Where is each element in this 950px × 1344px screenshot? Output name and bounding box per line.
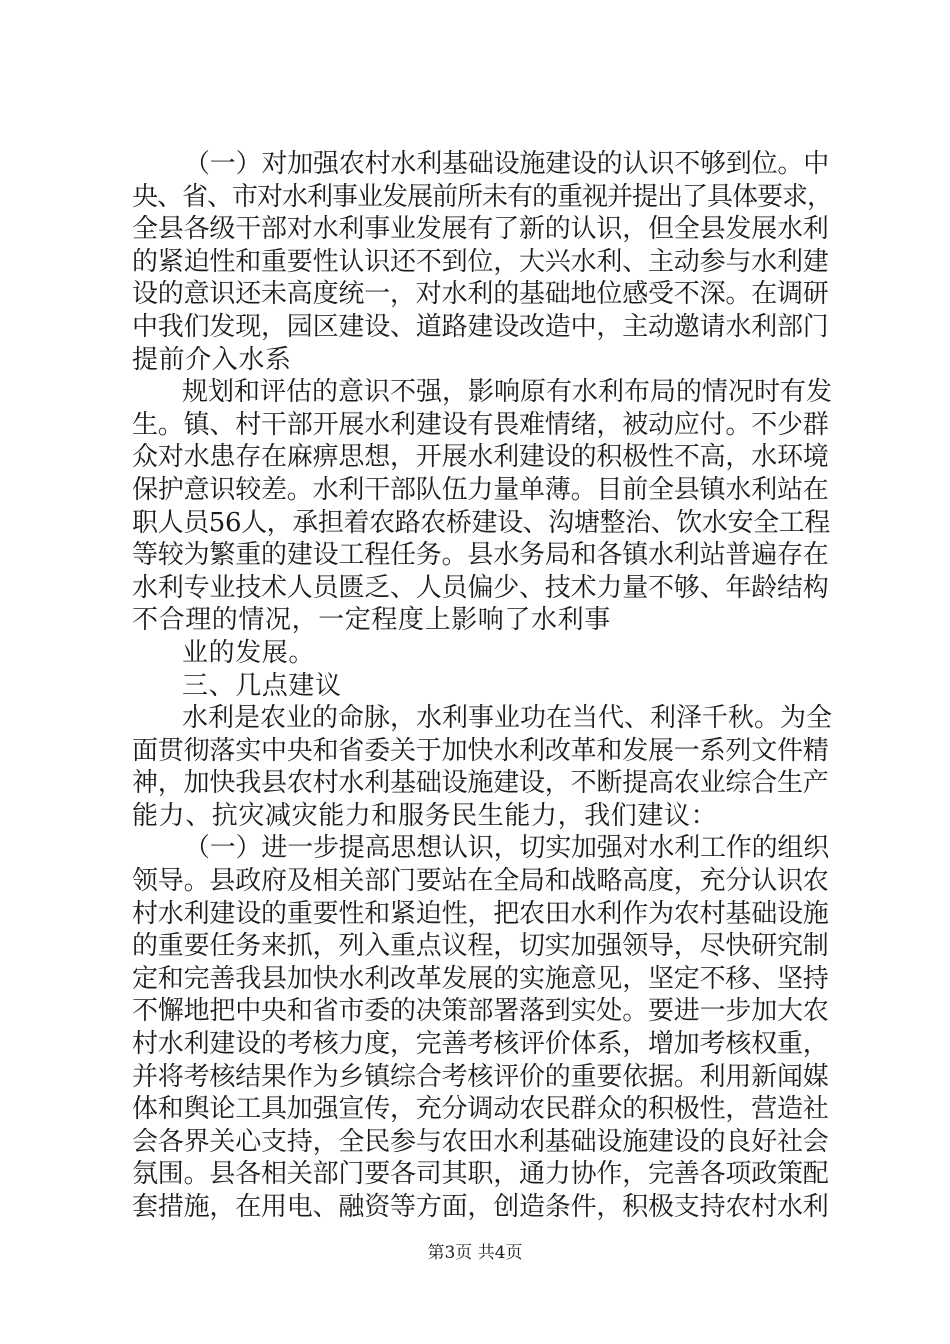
text-line: 套措施，在用电、融资等方面，创造条件，积极支持农村水利 [132,1192,829,1222]
page-footer [0,1242,950,1264]
text-line: 体和舆论工具加强宣传，充分调动农民群众的积极性，营造社 [132,1094,829,1125]
text-line: 会各界关心支持，全民参与农田水利基础设施建设的良好社会 [132,1126,829,1157]
text-line: 的紧迫性和重要性认识还不到位，大兴水利、主动参与水利建 [132,246,829,277]
text-line: 定和完善我县加快水利改革发展的实施意见，坚定不移、坚持 [132,963,829,994]
text-line: 面贯彻落实中央和省委关于加快水利改革和发展一系列文件精 [132,735,829,766]
section-heading: 三、几点建议 [182,670,342,701]
text-line: 不懈地把中央和省市委的决策部署落到实处。要进一步加大农 [132,996,829,1027]
text-line: 水利是农业的命脉，水利事业功在当代、利泽千秋。为全 [182,703,833,734]
text-line: 中我们发现，园区建设、道路建设改造中，主动邀请水利部门 [132,311,829,342]
text-line: 全县各级干部对水利事业发展有了新的认识，但全县发展水利 [132,214,829,245]
text-line: 保护意识较差。水利干部队伍力量单薄。目前全县镇水利站在 [132,474,829,505]
text-line: 不合理的情况，一定程度上影响了水利事 [132,605,611,636]
text-line: 领导。县政府及相关部门要站在全局和战略高度，充分认识农 [132,866,829,897]
text-line: 设的意识还未高度统一，对水利的基础地位感受不深。在调研 [132,279,829,310]
page-number: 第3页 共4页 [427,1243,523,1263]
text-line: （一）进一步提高思想认识，切实加强对水利工作的组织 [184,833,830,864]
text-line: 职人员56人，承担着农路农桥建设、沟塘整治、饮水安全工程 [132,507,830,538]
text-line: 村水利建设的重要性和紧迫性，把农田水利作为农村基础设施 [132,898,829,929]
text-line: 并将考核结果作为乡镇综合考核评价的重要依据。利用新闻媒 [132,1061,829,1092]
text-line: 神，加快我县农村水利基础设施建设，不断提高农业综合生产 [132,768,829,799]
text-line: 氛围。县各相关部门要各司其职，通力协作，完善各项政策配 [132,1159,829,1190]
document-body [132,148,832,1224]
text-line: 等较为繁重的建设工程任务。县水务局和各镇水利站普遍存在 [132,540,829,571]
text-line: 业的发展。 [182,637,316,668]
text-line: 能力、抗灾减灾能力和服务民生能力，我们建议： [132,800,718,831]
text-line: 央、省、市对水利事业发展前所未有的重视并提出了具体要求， [132,181,833,212]
text-line: 提前介入水系 [132,344,292,375]
text-line: （一）对加强农村水利基础设施建设的认识不够到位。中 [184,149,830,179]
text-line: 村水利建设的考核力度，完善考核评价体系，增加考核权重， [132,1029,829,1060]
text-line: 的重要任务来抓，列入重点议程，切实加强领导，尽快研究制 [132,931,829,962]
text-line: 众对水患存在麻痹思想，开展水利建设的积极性不高，水环境 [132,442,829,473]
text-line: 规划和评估的意识不强，影响原有水利布局的情况时有发 [182,377,833,408]
text-line: 水利专业技术人员匮乏、人员偏少、技术力量不够、年龄结构 [132,572,829,603]
text-line: 生。镇、村干部开展水利建设有畏难情绪，被动应付。不少群 [132,409,829,440]
